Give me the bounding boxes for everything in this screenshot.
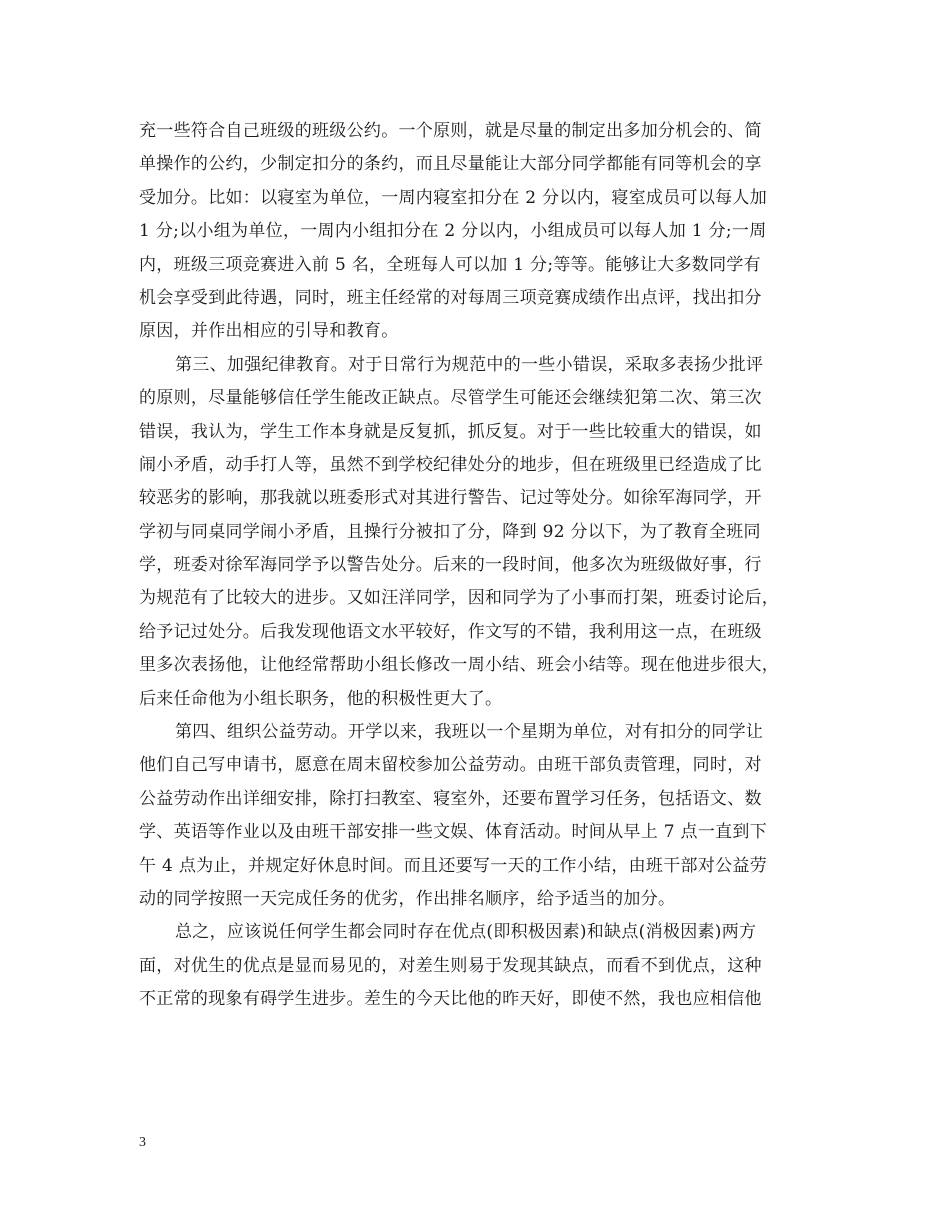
text-line: 受加分。比如：以寝室为单位，一周内寝室扣分在 2 分以内，寝室成员可以每人加 — [139, 187, 768, 208]
text-line: 原因，并作出相应的引导和教育。 — [139, 321, 399, 342]
text-line: 后来任命他为小组长职务，他的积极性更大了。 — [139, 688, 503, 709]
text-line: 总之，应该说任何学生都会同时存在优点(即积极因素)和缺点(消极因素)两方 — [175, 922, 757, 943]
text-line: 错误，我认为，学生工作本身就是反复抓，抓反复。对于一些比较重大的错误，如 — [139, 421, 762, 442]
text-line: 充一些符合自己班级的班级公约。一个原则，就是尽量的制定出多加分机会的、简 — [139, 121, 762, 141]
text-line: 第四、组织公益劳动。开学以来，我班以一个星期为单位，对有扣分的同学让 — [175, 722, 764, 743]
body-text — [139, 115, 825, 1017]
text-line: 公益劳动作出详细安排，除打扫教室、寝室外，还要布置学习任务，包括语文、数 — [139, 788, 762, 809]
text-line: 学、英语等作业以及由班干部安排一些文娱、体育活动。时间从早上 7 点一直到下 — [139, 822, 768, 843]
text-line: 较恶劣的影响，那我就以班委形式对其进行警告、记过等处分。如徐军海同学，开 — [139, 488, 762, 509]
text-line: 机会享受到此待遇，同时，班主任经常的对每周三项竞赛成绩作出点评，找出扣分 — [139, 287, 762, 308]
text-line: 第三、加强纪律教育。对于日常行为规范中的一些小错误，采取多表扬少批评 — [175, 354, 764, 375]
text-line: 面，对优生的优点是显而易见的，对差生则易于发现其缺点，而看不到优点，这种 — [139, 955, 762, 976]
text-line: 为规范有了比较大的进步。又如汪洋同学，因和同学为了小事而打架，班委讨论后， — [139, 588, 780, 609]
text-line: 学初与同桌同学闹小矛盾，且操行分被扣了分，降到 92 分以下，为了教育全班同 — [139, 521, 761, 542]
text-line: 里多次表扬他，让他经常帮助小组长修改一周小结、班会小结等。现在他进步很大， — [139, 655, 780, 676]
text-line: 闹小矛盾，动手打人等，虽然不到学校纪律处分的地步，但在班级里已经造成了比 — [139, 454, 762, 475]
text-line: 午 4 点为止，并规定好休息时间。而且还要写一天的工作小结，由班干部对公益劳 — [139, 855, 768, 876]
text-line: 动的同学按照一天完成任务的优劣，作出排名顺序，给予适当的加分。 — [139, 888, 676, 909]
text-line: 单操作的公约，少制定扣分的条约，而且尽量能让大部分同学都能有同等机会的享 — [139, 154, 762, 175]
text-line: 他们自己写申请书，愿意在周末留校参加公益劳动。由班干部负责管理，同时，对 — [139, 755, 762, 776]
text-line: 内，班级三项竞赛进入前 5 名，全班每人可以加 1 分;等等。能够让大多数同学有 — [139, 254, 761, 275]
text-line: 1 分;以小组为单位，一周内小组扣分在 2 分以内，小组成员可以每人加 1 分;一周 — [139, 221, 767, 242]
text-line: 学，班委对徐军海同学予以警告处分。后来的一段时间，他多次为班级做好事，行 — [139, 555, 762, 576]
text-line: 不正常的现象有碍学生进步。差生的今天比他的昨天好，即使不然，我也应相信他 — [139, 989, 762, 1010]
text-line: 给予记过处分。后我发现他语文水平较好，作文写的不错，我利用这一点，在班级 — [139, 621, 762, 642]
text-line: 的原则，尽量能够信任学生能改正缺点。尽管学生可能还会继续犯第二次、第三次 — [139, 388, 762, 409]
page-number: 3 — [139, 1135, 146, 1150]
